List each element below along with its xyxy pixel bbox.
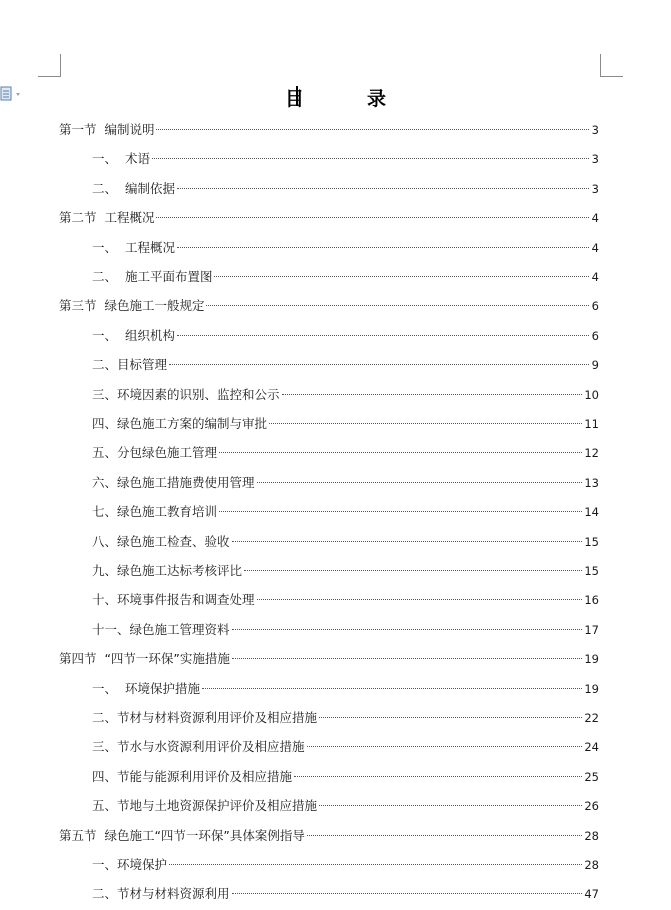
toc-subsection-entry[interactable] xyxy=(92,590,599,610)
toc-dot-leader xyxy=(307,835,582,836)
toc-dot-leader xyxy=(169,864,582,865)
toc-page-number: 6 xyxy=(591,299,599,314)
toc-dot-leader xyxy=(244,570,582,571)
toc-page-number: 26 xyxy=(584,799,599,814)
page-title: 目 录 xyxy=(284,88,408,110)
toc-entry-label: 三、环境因素的识别、监控和公示 xyxy=(92,386,280,402)
toc-entry-label: 二、节材与材料资源利用评价及相应措施 xyxy=(92,710,318,725)
toc-dot-leader xyxy=(214,276,589,277)
toc-dot-leader xyxy=(257,599,583,600)
toc-dot-leader xyxy=(169,364,589,365)
toc-subsection-entry[interactable] xyxy=(92,532,599,552)
toc-subsection-entry[interactable] xyxy=(92,414,599,434)
toc-subsection-entry[interactable] xyxy=(92,708,599,728)
toc-page-number: 28 xyxy=(584,828,599,843)
toc-subsection-entry[interactable] xyxy=(92,561,599,581)
toc-dot-leader xyxy=(232,658,582,659)
toc-entry-label: 十、环境事件报告和调查处理 xyxy=(92,592,255,608)
toc-entry-label: 九、绿色施工达标考核评比 xyxy=(92,563,243,578)
toc-subsection-entry[interactable] xyxy=(92,502,599,522)
toc-page-number: 11 xyxy=(584,417,599,431)
crop-mark-top-left xyxy=(38,54,61,77)
toc-subsection-entry[interactable] xyxy=(92,473,599,493)
toc-subsection-entry[interactable] xyxy=(92,679,599,699)
toc-entry-label: 第五节 绿色施工“四节一环保”具体案例指导 xyxy=(59,827,305,843)
toc-subsection-entry[interactable] xyxy=(92,620,599,640)
toc-subsection-entry[interactable] xyxy=(92,149,599,169)
toc-subsection-entry[interactable] xyxy=(92,884,599,904)
toc-subsection-entry[interactable] xyxy=(92,767,599,787)
toc-subsection-entry[interactable] xyxy=(92,355,599,375)
toc-entry-label: 五、分包绿色施工管理 xyxy=(92,445,218,461)
toc-dot-leader xyxy=(307,746,583,747)
toc-dot-leader xyxy=(232,893,583,894)
toc-dot-leader xyxy=(206,305,589,306)
toc-entry-label: 六、绿色施工措施费使用管理 xyxy=(92,474,255,490)
toc-entry-label: 二、 编制依据 xyxy=(92,180,175,196)
toc-entry-label: 一、 环境保护措施 xyxy=(92,680,200,696)
toc-entry-label: 第三节 绿色施工一般规定 xyxy=(59,298,205,314)
toc-subsection-entry[interactable] xyxy=(92,855,599,875)
toc-page-number: 19 xyxy=(584,681,599,696)
toc-dot-leader xyxy=(319,805,582,806)
toc-dot-leader xyxy=(177,247,589,248)
crop-mark-top-right xyxy=(600,54,623,77)
toc-page-number: 3 xyxy=(591,123,599,137)
toc-page-number: 47 xyxy=(584,887,599,902)
toc-subsection-entry[interactable] xyxy=(92,238,599,258)
toc-entry-label: 四、节能与能源利用评价及相应措施 xyxy=(92,768,293,784)
toc-section-entry[interactable] xyxy=(59,826,599,846)
toc-subsection-entry[interactable] xyxy=(92,796,599,816)
toc-page-number: 19 xyxy=(584,652,599,667)
toc-subsection-entry[interactable] xyxy=(92,443,599,463)
toc-subsection-entry[interactable] xyxy=(92,385,599,405)
toc-entry-label: 二、目标管理 xyxy=(92,357,168,373)
toc-subsection-entry[interactable] xyxy=(92,737,599,757)
toc-page-number: 4 xyxy=(591,270,599,284)
toc-dot-leader xyxy=(232,629,583,630)
toc-page-number: 15 xyxy=(584,534,599,549)
toc-dot-leader xyxy=(269,423,582,424)
toc-page-number: 22 xyxy=(584,711,599,725)
toc-page-number: 3 xyxy=(591,181,599,196)
toc-entry-label: 第四节 “四节一环保”实施措施 xyxy=(59,651,230,667)
toc-entry-label: 第二节 工程概况 xyxy=(59,210,155,226)
toc-page-number: 15 xyxy=(584,564,599,578)
toc-entry-label: 第一节 编制说明 xyxy=(59,122,155,137)
toc-dot-leader xyxy=(177,335,589,336)
toc-page-number: 4 xyxy=(591,211,599,226)
toc-entry-label: 四、绿色施工方案的编制与审批 xyxy=(92,416,268,431)
toc-entry-label: 二、节材与材料资源利用 xyxy=(92,886,230,902)
toc-dot-leader xyxy=(202,688,582,689)
toc-entry-label: 五、节地与土地资源保护评价及相应措施 xyxy=(92,798,318,814)
toc-entry-label: 七、绿色施工教育培训 xyxy=(92,504,218,520)
toc-dot-leader xyxy=(177,188,589,189)
toc-page-number: 10 xyxy=(584,387,599,402)
toc-dot-leader xyxy=(156,129,589,130)
toc-entry-label: 一、 工程概况 xyxy=(92,239,175,255)
toc-page-number: 4 xyxy=(591,240,599,255)
toc-page-number: 6 xyxy=(591,328,599,343)
toc-page-number: 13 xyxy=(584,475,599,490)
toc-section-entry[interactable] xyxy=(59,649,599,669)
toc-dot-leader xyxy=(219,452,582,453)
toc-entry-label: 十一、绿色施工管理资料 xyxy=(92,621,230,637)
toc-page-number: 3 xyxy=(591,152,599,167)
toc-section-entry[interactable] xyxy=(59,208,599,228)
toc-entry-label: 一、 术语 xyxy=(92,151,150,167)
toc-entry-label: 八、绿色施工检查、验收 xyxy=(92,533,230,549)
toc-dot-leader xyxy=(152,158,589,159)
toc-dot-leader xyxy=(232,541,583,542)
toc-entry-label: 一、环境保护 xyxy=(92,857,168,872)
toc-entry-label: 一、 组织机构 xyxy=(92,327,175,343)
toc-page-number: 25 xyxy=(584,769,599,784)
toc-section-entry[interactable] xyxy=(59,120,599,140)
toc-page-number: 24 xyxy=(584,740,599,755)
toc-dot-leader xyxy=(156,217,589,218)
toc-subsection-entry[interactable] xyxy=(92,267,599,287)
toc-page-number: 12 xyxy=(584,446,599,461)
toc-dot-leader xyxy=(294,776,582,777)
toc-page-number: 14 xyxy=(584,505,599,520)
toc-page-number: 28 xyxy=(584,858,599,872)
toc-dot-leader xyxy=(219,511,582,512)
toc-dot-leader xyxy=(257,482,583,483)
toc-dot-leader xyxy=(282,394,583,395)
toc-entry-label: 二、 施工平面布置图 xyxy=(92,269,213,284)
toc-section-entry[interactable] xyxy=(59,296,599,316)
toc-subsection-entry[interactable] xyxy=(92,326,599,346)
toc-page-number: 17 xyxy=(584,622,599,637)
toc-subsection-entry[interactable] xyxy=(92,179,599,199)
toc-page-number: 9 xyxy=(591,358,599,373)
toc-dot-leader xyxy=(319,717,582,718)
toc-page-number: 16 xyxy=(584,593,599,608)
toc-entry-label: 三、节水与水资源利用评价及相应措施 xyxy=(92,739,305,755)
